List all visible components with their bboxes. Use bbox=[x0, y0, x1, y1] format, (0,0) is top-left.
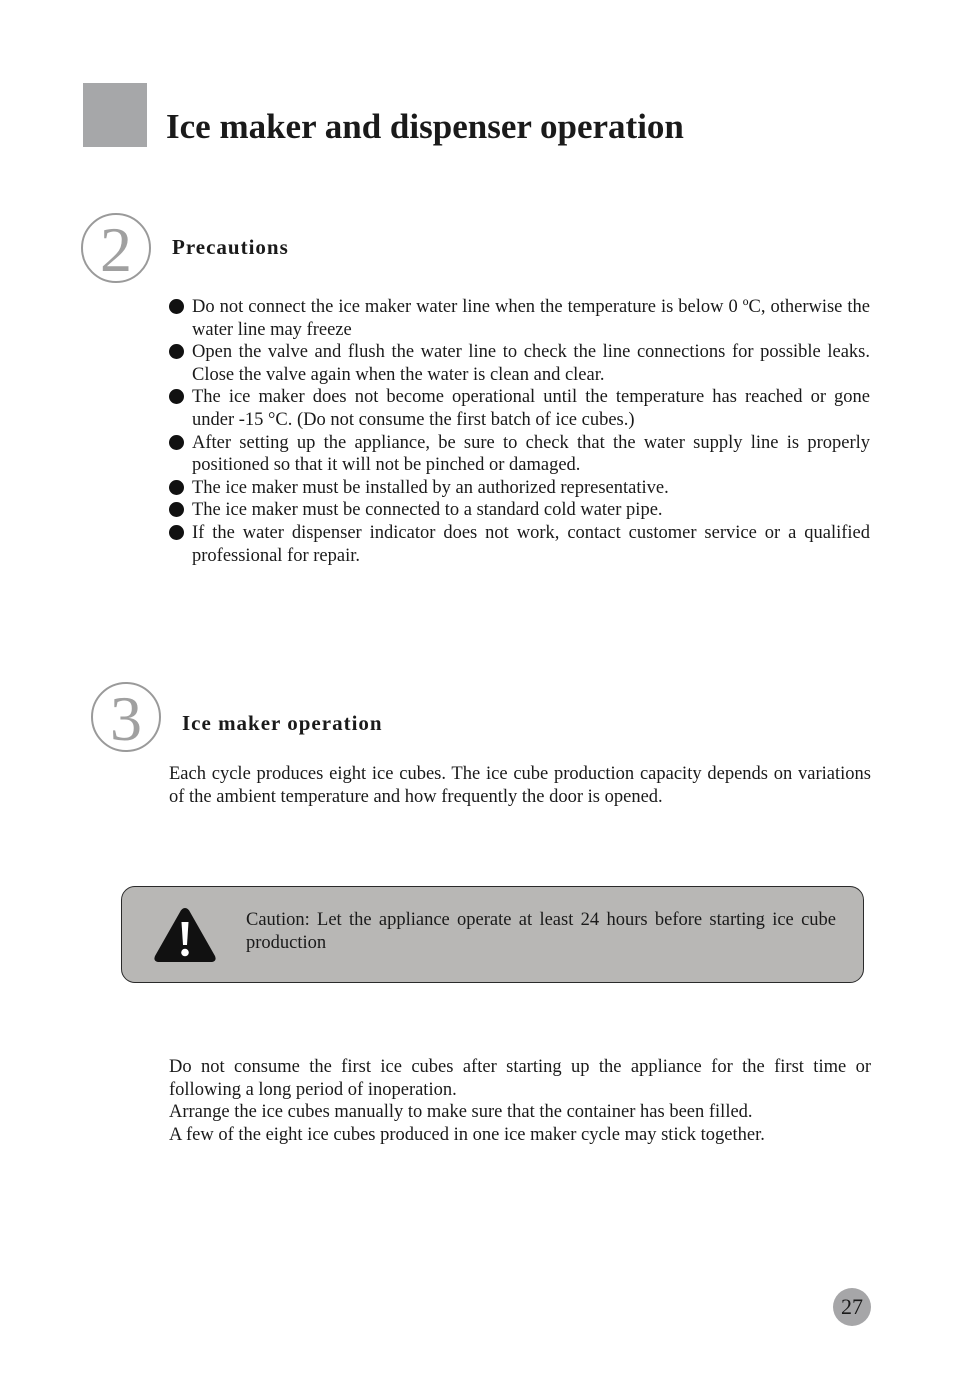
ice-maker-intro-paragraph: Each cycle produces eight ice cubes. The ice cube production capacity depends on variations of the ambient temperature and how frequently the door is opened. bbox=[169, 764, 871, 807]
list-item: If the water dispenser indicator does not work, contact customer service or a qualified professional for repair. bbox=[167, 522, 870, 567]
caution-box bbox=[121, 886, 864, 983]
list-item: Do not connect the ice maker water line when the temperature is below 0 ºC, otherwise the water line may freeze bbox=[167, 296, 870, 341]
section-number-3: 3 bbox=[91, 682, 161, 752]
caution-text: Caution: Let the appliance operate at least 24 hours before starting ice cube production bbox=[246, 910, 836, 953]
warning-triangle-icon bbox=[152, 905, 218, 965]
ice-maker-operation-heading: Ice maker operation bbox=[182, 711, 383, 735]
page-number: 27 bbox=[833, 1288, 871, 1326]
page-title: Ice maker and dispenser operation bbox=[166, 107, 684, 146]
precautions-heading: Precautions bbox=[172, 235, 289, 259]
bullet-icon bbox=[169, 299, 184, 314]
section-number-2: 2 bbox=[81, 213, 151, 283]
bullet-icon bbox=[169, 480, 184, 495]
list-item: Open the valve and flush the water line to check the line connections for possible leaks. Close the valve again when the water is clean and clear. bbox=[167, 341, 870, 386]
list-item: The ice maker must be installed by an authorized representative. bbox=[167, 477, 870, 500]
list-item: After setting up the appliance, be sure to check that the water supply line is properly positioned so that it will not be pinched or damaged. bbox=[167, 432, 870, 477]
note-paragraph: Do not consume the first ice cubes after starting up the appliance for the first time or following a long period of inoperation. bbox=[169, 1057, 871, 1100]
title-marker-block bbox=[83, 83, 147, 147]
bullet-icon bbox=[169, 525, 184, 540]
list-item: The ice maker does not become operational until the temperature has reached or gone under -15 °C. (Do not consume the first batch of ice cubes.) bbox=[167, 386, 870, 431]
bullet-icon bbox=[169, 389, 184, 404]
note-paragraph: Arrange the ice cubes manually to make sure that the container has been filled. bbox=[169, 1102, 753, 1122]
precautions-list bbox=[167, 296, 870, 567]
bullet-icon bbox=[169, 502, 184, 517]
note-paragraph: A few of the eight ice cubes produced in one ice maker cycle may stick together. bbox=[169, 1125, 765, 1145]
bullet-icon bbox=[169, 344, 184, 359]
list-item: The ice maker must be connected to a standard cold water pipe. bbox=[167, 499, 870, 522]
bullet-icon bbox=[169, 435, 184, 450]
